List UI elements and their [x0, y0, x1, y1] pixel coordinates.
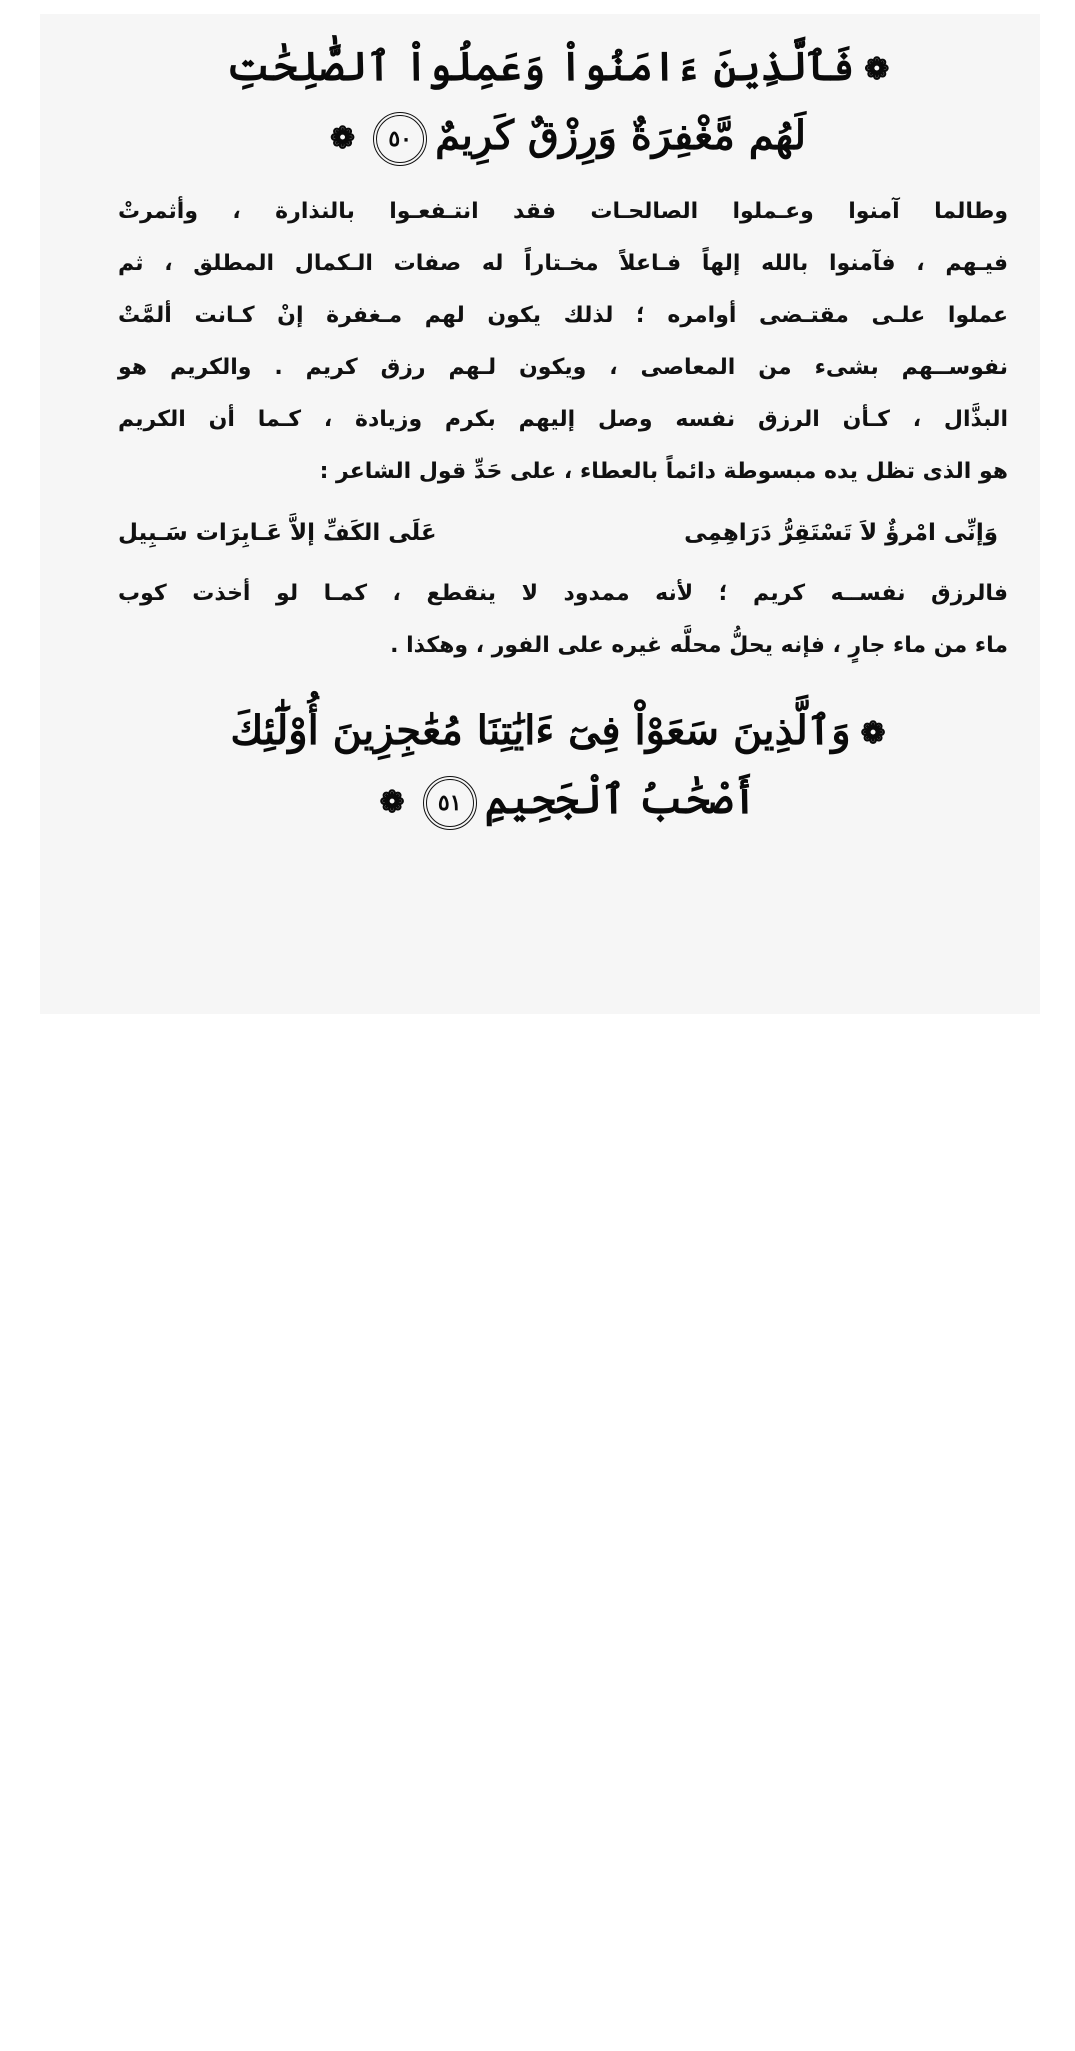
verse-text: فَٱلَّذِينَ ءَامَنُواْ وَعَمِلُواْ ٱلصَّٰلِحَٰتِ — [226, 43, 855, 90]
text-line: وطالما آمنوا وعـملوا الصالحـات فقد انتـفعـوا بالنذارة ، وأثمرتْ — [118, 199, 1008, 224]
floral-ornament-icon: ❁ — [330, 121, 356, 156]
poem-hemistich-second: عَلَى الكَفِّ إلاَّ عَـابِرَات سَـبِيل — [118, 520, 437, 546]
floral-ornament-icon: ❁ — [379, 785, 405, 820]
verse-text: أَصْحَٰبُ ٱلْجَحِيمِ — [484, 776, 757, 823]
verse-line — [118, 767, 1008, 836]
verse-line — [118, 34, 1008, 103]
floral-ornament-icon: ❁ — [864, 52, 890, 87]
text-line: فالرزق نفســه كريم ؛ لأنه ممدود لا ينقطع ، كمـا لو أخذت كوب — [118, 581, 1008, 606]
text-line: نفوســهم بشىء من المعاصى ، ويكون لـهم رزق كريم . والكريم هو — [118, 355, 1008, 380]
text-line: عملوا علـى مقتـضى أوامره ؛ لذلك يكون لهم مـغفرة إنْ كـانت ألمَّتْ — [118, 303, 1008, 328]
verse-number-marker: ٥١ — [423, 776, 477, 830]
commentary-paragraph — [118, 568, 1008, 672]
scanned-page — [40, 14, 1040, 1014]
text-line: ماء من ماء جارٍ ، فإنه يحلُّ محلَّه غيره على الفور ، وهكذا . — [390, 633, 1008, 658]
verse-text: وَٱلَّذِينَ سَعَوْاْ فِىٓ ءَايَٰتِنَا مُعَٰجِزِينَ أُوْلَٰٓئِكَ — [230, 707, 851, 754]
page-content — [118, 34, 1008, 836]
floral-ornament-icon: ❁ — [860, 716, 886, 751]
text-line: البذَّال ، كـأن الرزق نفسه وصل إليهم بكرم وزيادة ، كـما أن الكريم — [118, 407, 1008, 432]
poetry-verse — [118, 520, 998, 546]
verse-text: لَهُم مَّغْفِرَةٌ وَرِزْقٌ كَرِيمٌ — [435, 112, 806, 159]
verse-line — [118, 103, 1008, 172]
text-line: فيـهم ، فآمنوا بالله إلهاً فـاعلاً مخـتاراً له صفات الـكمال المطلق ، ثم — [118, 251, 1008, 276]
text-line: هو الذى تظل يده مبسوطة دائماً بالعطاء ، على حَدِّ قول الشاعر : — [319, 459, 1008, 484]
verse-line — [118, 698, 1008, 767]
poem-hemistich-first: وَإنِّى امْرؤٌ لاَ تَسْتَقِرُّ دَرَاهِمِى — [684, 520, 998, 546]
verse-number-marker: ٥٠ — [373, 112, 427, 166]
quran-verse-50 — [118, 34, 1008, 172]
quran-verse-51 — [118, 698, 1008, 836]
commentary-paragraph — [118, 186, 1008, 498]
